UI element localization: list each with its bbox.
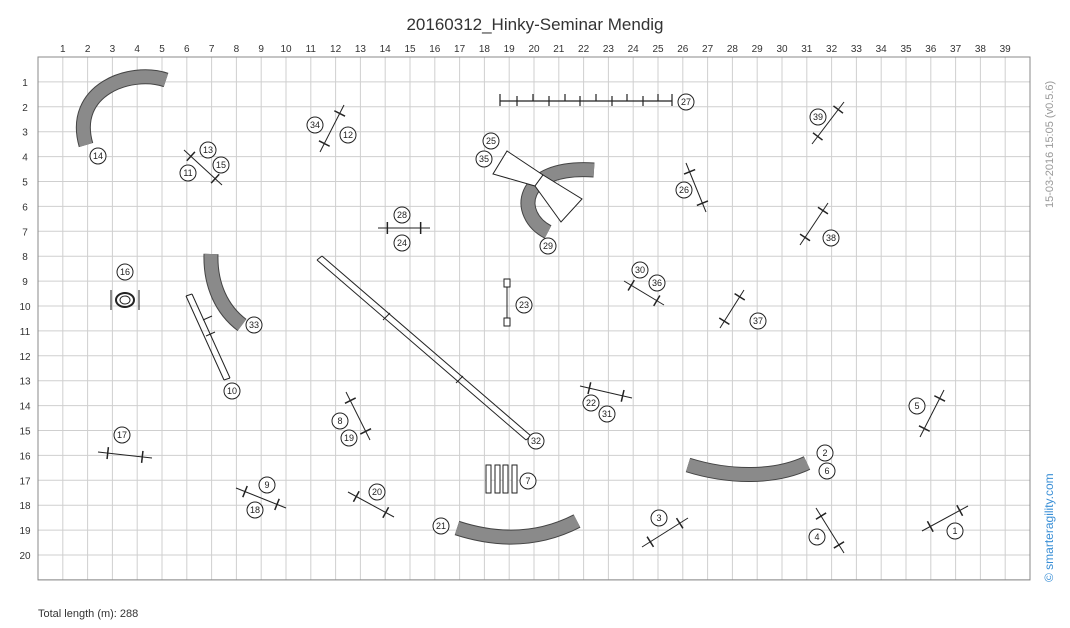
svg-text:16: 16	[119, 267, 131, 277]
svg-text:6: 6	[824, 466, 830, 476]
column-label: 11	[305, 44, 316, 55]
course-title: 20160312_Hinky-Seminar Mendig	[406, 15, 664, 34]
row-label: 6	[22, 202, 28, 214]
svg-text:27: 27	[680, 97, 692, 107]
column-label: 22	[578, 44, 590, 55]
column-label: 29	[751, 44, 763, 55]
number-2	[817, 445, 833, 461]
row-label: 16	[19, 451, 31, 463]
jump-wing	[275, 499, 279, 510]
tire-16	[111, 290, 139, 310]
column-labels	[60, 44, 1011, 55]
svg-text:31: 31	[601, 409, 613, 419]
column-label: 1	[60, 44, 66, 55]
svg-text:4: 4	[814, 532, 820, 542]
svg-text:37: 37	[752, 316, 764, 326]
number-3	[651, 510, 667, 526]
jump-wing	[107, 447, 108, 459]
row-labels	[19, 78, 31, 562]
number-1	[947, 523, 963, 539]
jump-wing	[383, 507, 389, 518]
number-8	[332, 413, 348, 429]
column-label: 6	[184, 44, 190, 55]
long-jump-7	[486, 465, 517, 493]
number-10	[224, 383, 240, 399]
row-label: 7	[22, 227, 28, 239]
brand-link[interactable]: © smarteragility.com	[1042, 473, 1056, 582]
number-27	[678, 94, 694, 110]
svg-text:1: 1	[952, 526, 958, 536]
column-label: 7	[208, 44, 215, 55]
column-label: 13	[354, 44, 366, 55]
column-label: 16	[429, 44, 441, 55]
column-label: 26	[677, 44, 689, 55]
svg-text:36: 36	[651, 278, 663, 288]
svg-text:18: 18	[249, 505, 261, 515]
svg-text:28: 28	[396, 210, 408, 220]
column-label: 18	[478, 44, 490, 55]
number-39	[810, 109, 826, 125]
column-label: 21	[553, 44, 565, 55]
column-label: 9	[258, 44, 264, 55]
svg-text:29: 29	[542, 241, 554, 251]
tunnel-2-6-fill	[688, 463, 807, 475]
row-label: 19	[19, 526, 31, 538]
svg-text:8: 8	[337, 416, 343, 426]
svg-text:10: 10	[226, 386, 238, 396]
column-label: 30	[776, 44, 788, 55]
jump-bar	[920, 390, 944, 437]
number-35	[476, 151, 492, 167]
svg-text:9: 9	[264, 480, 270, 490]
svg-text:13: 13	[202, 145, 214, 155]
jump-wing	[818, 207, 828, 214]
jump-wing	[834, 542, 844, 548]
number-33	[246, 317, 262, 333]
jump-wing	[677, 518, 683, 528]
number-25	[483, 133, 499, 149]
svg-text:38: 38	[825, 233, 837, 243]
number-13	[200, 142, 216, 158]
column-label: 5	[159, 44, 165, 55]
jump-wing	[934, 396, 945, 401]
column-label: 34	[875, 44, 887, 55]
svg-text:33: 33	[248, 320, 260, 330]
number-18	[247, 502, 263, 518]
jump-wing	[353, 491, 359, 502]
column-label: 35	[900, 44, 912, 55]
row-label: 15	[19, 426, 31, 438]
svg-text:3: 3	[656, 513, 662, 523]
jump-wing	[654, 296, 660, 306]
number-4	[809, 529, 825, 545]
svg-text:7: 7	[525, 476, 531, 486]
jump-wing	[319, 141, 330, 146]
number-14	[90, 148, 106, 164]
row-label: 14	[19, 401, 31, 413]
jump-wing	[719, 318, 729, 324]
dogwalk-32	[317, 256, 531, 440]
column-label: 31	[801, 44, 813, 55]
weave-27	[500, 94, 672, 106]
column-label: 23	[602, 44, 614, 55]
row-label: 5	[22, 177, 28, 189]
number-23	[516, 297, 532, 313]
number-21	[433, 518, 449, 534]
number-17	[114, 427, 130, 443]
svg-text:12: 12	[342, 130, 354, 140]
row-label: 20	[19, 551, 31, 562]
pause-box-25-35	[493, 151, 582, 222]
row-label: 13	[19, 376, 31, 388]
svg-text:20: 20	[371, 487, 383, 497]
svg-text:14: 14	[92, 151, 104, 161]
number-20	[369, 484, 385, 500]
number-26	[676, 182, 692, 198]
column-label: 38	[974, 44, 986, 55]
column-label: 3	[109, 44, 116, 55]
jump-wing	[360, 429, 371, 434]
svg-text:23: 23	[518, 300, 530, 310]
svg-text:17: 17	[116, 430, 128, 440]
column-label: 32	[826, 44, 838, 55]
column-label: 14	[379, 44, 391, 55]
svg-text:22: 22	[585, 398, 597, 408]
jump-wing	[684, 170, 695, 175]
jump-wing	[697, 201, 708, 206]
column-label: 15	[404, 44, 416, 55]
jump-wing	[816, 513, 826, 519]
svg-text:26: 26	[678, 185, 690, 195]
column-label: 20	[528, 44, 540, 55]
number-37	[750, 313, 766, 329]
column-label: 24	[627, 44, 639, 55]
svg-text:15: 15	[215, 160, 227, 170]
column-label: 10	[280, 44, 292, 55]
row-label: 8	[22, 252, 28, 264]
jump-wing	[345, 398, 356, 403]
number-29	[540, 238, 556, 254]
jump-wing	[142, 451, 143, 463]
column-label: 37	[950, 44, 962, 55]
jump-wing	[735, 294, 745, 300]
number-24	[394, 235, 410, 251]
number-12	[340, 127, 356, 143]
tunnel-14	[83, 77, 166, 145]
jump-wing	[813, 133, 823, 140]
number-19	[341, 430, 357, 446]
svg-text:39: 39	[812, 112, 824, 122]
column-label: 2	[84, 44, 91, 55]
tunnel-33-fill	[211, 254, 242, 325]
number-36	[649, 275, 665, 291]
jump-wing	[243, 486, 247, 497]
column-label: 39	[999, 44, 1011, 55]
svg-text:30: 30	[634, 265, 646, 275]
number-9	[259, 477, 275, 493]
row-label: 2	[22, 102, 28, 114]
row-label: 4	[22, 152, 28, 164]
row-label: 3	[22, 127, 28, 139]
svg-text:34: 34	[309, 120, 321, 130]
svg-text:21: 21	[435, 521, 447, 531]
column-label: 19	[503, 44, 515, 55]
row-label: 1	[22, 77, 28, 89]
number-32	[528, 433, 544, 449]
svg-text:32: 32	[530, 436, 542, 446]
column-label: 12	[330, 44, 342, 55]
column-label: 4	[134, 44, 140, 55]
total-length: Total length (m): 288	[38, 608, 139, 620]
jump-wing	[647, 537, 653, 547]
row-label: 11	[19, 326, 31, 338]
number-30	[632, 262, 648, 278]
number-16	[117, 264, 133, 280]
svg-text:19: 19	[343, 433, 355, 443]
number-31	[599, 406, 615, 422]
number-38	[823, 230, 839, 246]
svg-text:25: 25	[485, 136, 497, 146]
column-label: 17	[454, 44, 466, 55]
svg-text:35: 35	[478, 154, 490, 164]
number-6	[819, 463, 835, 479]
row-label: 18	[19, 501, 31, 513]
row-label: 10	[19, 302, 31, 313]
timestamp-version: 15-03-2016 15:05 (v0.5.6)	[1044, 80, 1056, 208]
svg-text:5: 5	[914, 401, 920, 411]
row-label: 12	[19, 351, 31, 363]
svg-text:24: 24	[396, 238, 408, 248]
jump-wing	[800, 234, 810, 241]
row-label: 17	[19, 476, 31, 488]
column-label: 27	[702, 44, 714, 55]
number-22	[583, 395, 599, 411]
number-15	[213, 157, 229, 173]
column-label: 8	[233, 44, 240, 55]
field-grid	[38, 57, 1030, 580]
jump-bar	[320, 105, 344, 152]
number-11	[180, 165, 196, 181]
column-label: 28	[726, 44, 738, 55]
tunnel-21-fill	[457, 521, 577, 537]
row-label: 9	[22, 277, 28, 289]
number-7	[520, 473, 536, 489]
number-34	[307, 117, 323, 133]
svg-text:2: 2	[822, 448, 828, 458]
number-28	[394, 207, 410, 223]
column-label: 25	[652, 44, 664, 55]
column-label: 36	[925, 44, 937, 55]
column-label: 33	[850, 44, 862, 55]
jump-wing	[957, 505, 963, 516]
svg-text:11: 11	[183, 168, 193, 178]
number-5	[909, 398, 925, 414]
